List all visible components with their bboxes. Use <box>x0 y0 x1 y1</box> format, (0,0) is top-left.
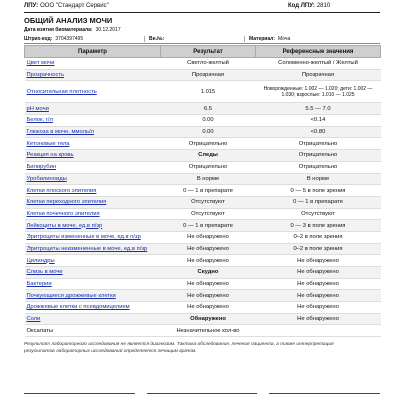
result-cell: Отрицательно <box>161 138 256 150</box>
sample-meta <box>24 34 380 44</box>
table-row <box>25 243 381 255</box>
result-cell: Не обнаружено <box>161 278 256 290</box>
lpu-code-block <box>288 3 380 9</box>
reference-cell <box>256 325 381 337</box>
barcode-label: Штрих-код: <box>24 35 53 42</box>
result-cell: 0 — 1 в препарате <box>161 185 256 197</box>
reference-cell: 0 — 3 в поле зрения <box>256 220 381 232</box>
lpu-code-label: Код ЛПУ: <box>288 3 315 9</box>
result-cell: Прозрачная <box>161 69 256 81</box>
results-header-row <box>25 46 381 58</box>
lpu-code-value: 2810 <box>316 3 331 9</box>
parameter-link[interactable]: pH мочи <box>25 103 161 115</box>
reference-cell: 0–2 в поле зрения <box>256 231 381 243</box>
table-row <box>25 208 381 220</box>
result-cell: Не обнаружено <box>161 255 256 267</box>
reference-cell: Отрицательно <box>256 138 381 150</box>
result-cell: Отрицательно <box>161 161 256 173</box>
material-label: Материал: <box>249 35 275 42</box>
collection-date-value: 30.12.2017 <box>95 27 121 33</box>
collection-date <box>24 26 380 34</box>
result-cell: Светло-желтый <box>161 58 256 70</box>
parameter-link[interactable]: Цвет мочи <box>25 58 161 70</box>
parameter-link[interactable]: Реакция на кровь <box>25 150 161 162</box>
reference-cell: 5.5 — 7.0 <box>256 103 381 115</box>
signature-line <box>269 393 380 394</box>
result-cell: 0.00 <box>161 115 256 127</box>
table-row <box>25 313 381 325</box>
result-cell: 0.00 <box>161 126 256 138</box>
table-row <box>25 267 381 279</box>
material-value: Моча <box>278 35 291 42</box>
result-cell: Не обнаружено <box>161 302 256 314</box>
material <box>244 36 380 42</box>
reference-cell: Прозрачная <box>256 69 381 81</box>
parameter-link[interactable]: Кетоновые тела <box>25 138 161 150</box>
reference-cell: Отсутствуют <box>256 208 381 220</box>
parameter-link[interactable]: Слизь в моче <box>25 267 161 279</box>
barcode-value: 3704397495 <box>55 35 84 42</box>
parameter-link[interactable]: Соли <box>25 313 161 325</box>
parameter-link[interactable]: Уробилиноиды <box>25 173 161 185</box>
result-cell: Незначительное кол-во <box>161 325 256 337</box>
disclaimer-note: Результат лабораторного исследования не является диагнозом. Тактика обследования, лечения пациента, а также интерпретация результатов лабораторных исследований определяется лечащим врачом. <box>24 342 334 354</box>
parameter-link[interactable]: Эритроциты измененные в моче, ед.в п/зр <box>25 231 161 243</box>
result-cell: В норме <box>161 173 256 185</box>
collection-date-label: Дата взятия биоматериала: <box>24 27 93 33</box>
result-cell: Не обнаружено <box>161 290 256 302</box>
table-row <box>25 69 381 81</box>
reference-cell: Не обнаружено <box>256 302 381 314</box>
reference-cell: Новорожденные: 1.002 — 1.020; дети: 1.002 — 1.030; взрослые: 1.010 — 1.025 <box>256 81 381 103</box>
reference-cell: Соломенно-желтый / Желтый <box>256 58 381 70</box>
result-cell: Отсутствуют <box>161 196 256 208</box>
table-row <box>25 196 381 208</box>
table-row <box>25 231 381 243</box>
parameter-link[interactable]: Почкующиеся дрожжевые клетки <box>25 290 161 302</box>
lpu-label: ЛПУ: <box>24 3 39 9</box>
table-row <box>25 150 381 162</box>
table-row <box>25 58 381 70</box>
signature-line <box>147 393 258 394</box>
column-header-parameter: Параметр <box>25 46 161 58</box>
header-bar <box>24 0 380 13</box>
table-row <box>25 325 381 337</box>
result-cell: 0 — 1 в препарате <box>161 220 256 232</box>
result-cell: Отсутствуют <box>161 208 256 220</box>
reference-cell: Отрицательно <box>256 161 381 173</box>
table-row <box>25 220 381 232</box>
parameter-link[interactable]: Относительная плотность <box>25 81 161 103</box>
reference-cell: Не обнаружено <box>256 313 381 325</box>
table-row <box>25 115 381 127</box>
table-row <box>25 138 381 150</box>
table-row <box>25 173 381 185</box>
parameter-link[interactable]: Клетки почечного эпителия <box>25 208 161 220</box>
result-cell: Скудно <box>161 267 256 279</box>
report-page <box>24 0 380 355</box>
parameter-link[interactable]: Белок, г/л <box>25 115 161 127</box>
parameter-label: Оксалаты <box>25 325 161 337</box>
parameter-link[interactable]: Прозрачность <box>25 69 161 81</box>
parameter-link[interactable]: Клетки переходного эпителия <box>25 196 161 208</box>
parameter-link[interactable]: Дрожжевые клетки с псевдомицелием <box>25 302 161 314</box>
parameter-link[interactable]: Глюкоза в моче, ммоль/л <box>25 126 161 138</box>
reference-cell: В норме <box>256 173 381 185</box>
reference-cell: 0–2 в поле зрения <box>256 243 381 255</box>
result-cell: 1.015 <box>161 81 256 103</box>
signature-lines <box>24 393 380 394</box>
reference-cell: <0.14 <box>256 115 381 127</box>
table-row <box>25 185 381 197</box>
result-cell: 6.5 <box>161 103 256 115</box>
table-row <box>25 81 381 103</box>
table-row <box>25 161 381 173</box>
internal-number-label: Вн.№: <box>149 35 165 42</box>
report-title: ОБЩИЙ АНАЛИЗ МОЧИ <box>24 16 113 25</box>
reference-cell: Отрицательно <box>256 150 381 162</box>
table-row <box>25 255 381 267</box>
reference-cell: 0 — 1 в препарате <box>256 196 381 208</box>
parameter-link[interactable]: Билирубин <box>25 161 161 173</box>
barcode <box>24 36 144 42</box>
result-cell: Не обнаружено <box>161 243 256 255</box>
parameter-link[interactable]: Цилиндры <box>25 255 161 267</box>
result-cell: Следы <box>161 150 256 162</box>
signature-line <box>24 393 135 394</box>
reference-cell: Не обнаружено <box>256 267 381 279</box>
table-row <box>25 278 381 290</box>
table-row <box>25 290 381 302</box>
table-row <box>25 103 381 115</box>
result-cell: Обнаружено <box>161 313 256 325</box>
internal-number <box>144 36 244 42</box>
table-row <box>25 126 381 138</box>
reference-cell: Не обнаружено <box>256 255 381 267</box>
parameter-link[interactable]: Клетки плоского эпителия <box>25 185 161 197</box>
table-row <box>25 302 381 314</box>
reference-cell: <0.80 <box>256 126 381 138</box>
reference-cell: 0 — 5 в поле зрения <box>256 185 381 197</box>
column-header-result: Результат <box>161 46 256 58</box>
reference-cell: Не обнаружено <box>256 290 381 302</box>
parameter-link[interactable]: Эритроциты неизмененные в моче, ед.в п/зр <box>25 243 161 255</box>
parameter-link[interactable]: Бактерии <box>25 278 161 290</box>
reference-cell: Не обнаружено <box>256 278 381 290</box>
result-cell: Не обнаружено <box>161 231 256 243</box>
lpu-value: ООО "Стандарт Сервис" <box>40 3 109 9</box>
column-header-reference: Референсные значения <box>256 46 381 58</box>
lpu-block <box>24 3 288 9</box>
results-table <box>24 45 381 337</box>
parameter-link[interactable]: Лейкоциты в моче, ед.в п/зр <box>25 220 161 232</box>
